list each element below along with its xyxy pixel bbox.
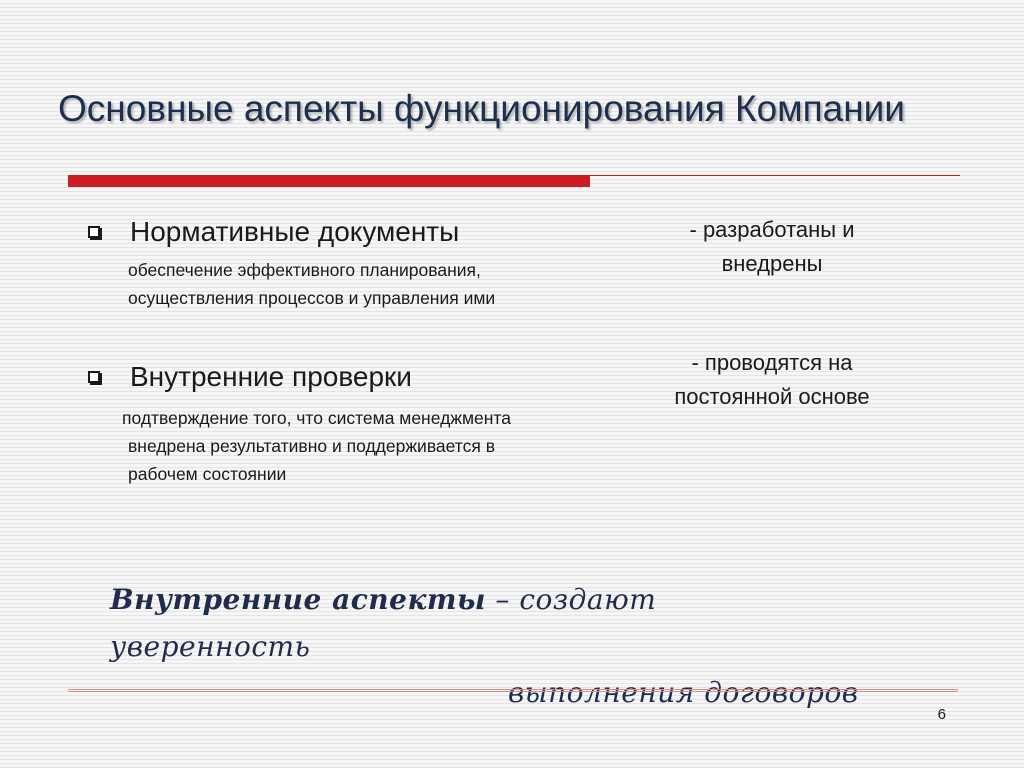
page-number: 6 [937,706,946,723]
status-line: - проводятся на [691,350,853,375]
title-underline-thick [68,175,590,187]
status-note [640,213,904,281]
bullet-description [128,256,495,312]
square-bullet-icon [88,371,100,383]
conclusion-line: уверенность [110,630,311,663]
bullet-heading: Нормативные документы [130,216,460,247]
conclusion-dash: – [486,583,520,616]
conclusion-line: выполнения договоров [508,676,859,709]
description-line: осуществления процессов и управления ими [128,288,496,308]
title-underline-thin [590,175,960,176]
square-bullet-icon [88,226,100,238]
status-line: внедрены [721,251,823,276]
bullet-item-internal-audits [88,361,412,393]
status-note [640,346,904,414]
footer-divider [68,689,958,692]
status-line: - разработаны и [689,217,855,242]
conclusion-line [110,583,656,616]
conclusion-text: создают [519,583,657,616]
conclusion-emphasis: Внутренние аспекты [110,583,487,616]
bullet-item-normative-documents [88,216,459,248]
bullet-heading: Внутренние проверки [130,361,412,392]
bullet-description [122,404,511,488]
slide-title: Основные аспекты функционирования Компании [58,88,905,129]
status-line: постоянной основе [674,384,870,409]
description-line: рабочем состоянии [128,464,287,484]
description-line: обеспечение эффективного планирования, [128,260,481,280]
description-line: подтверждение того, что система менеджмента [122,408,511,428]
description-line: внедрена результативно и поддерживается в [128,436,496,456]
